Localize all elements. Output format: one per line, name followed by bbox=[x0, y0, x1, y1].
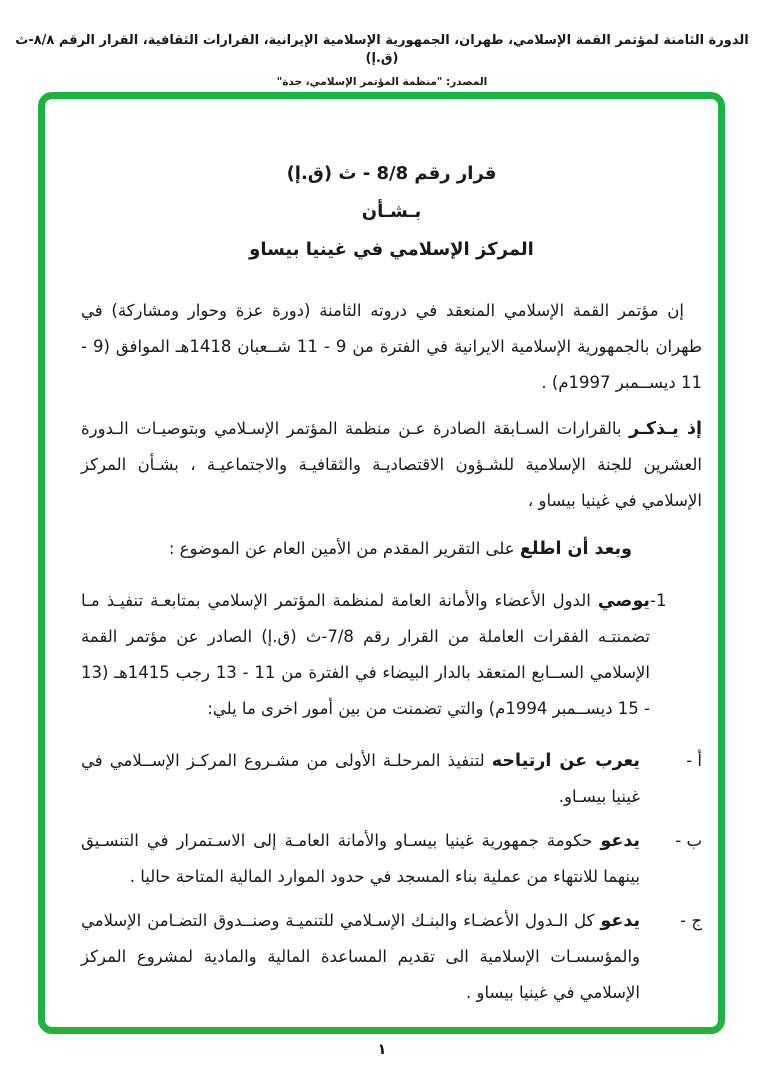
sub-item-c bbox=[81, 903, 702, 1011]
item-marker: -1 bbox=[650, 591, 667, 610]
item-lead: يدعو bbox=[600, 911, 641, 931]
paragraph-text: إن مؤتمر القمة الإسلامي المنعقد في دروته الثامنة (دورة عزة وحوار ومشاركة) في طهران بالجمهورية الإسلامية الايرانية في الفترة من 9 - 11 شــعبان 1418هـ الموافق (9 - 11 ديســمبر 1997م) . bbox=[81, 301, 702, 392]
item-lead: يوصي bbox=[597, 591, 651, 611]
sub-item-a bbox=[81, 743, 702, 815]
preamble-paragraph bbox=[81, 531, 702, 567]
item-marker: ج - bbox=[680, 911, 702, 930]
item-lead: يعرب عن ارتياحه bbox=[491, 751, 640, 771]
item-body: لتنفيذ المرحلـة الأولى من مشـروع المركـز الإســلامي في غينيا بيسـاو. bbox=[81, 751, 640, 806]
item-body: الدول الأعضاء والأمانة العامة لمنظمة المؤتمر الإسلامي بمتابعـة تنفيـذ مـا تضمنتـه الفقرات العاملة من القرار رقم 7/8-ث (ق.إ) الصادر عن مؤتمر القمة الإسلامي الســابع المنعقد بالدار البيضاء في الفترة من 11 - 13 رجب 1415هـ (13 - 15 ديســمبر 1994م) والتي تضمنت من بين أمور اخرى ما يلي: bbox=[81, 591, 651, 718]
item-text bbox=[81, 583, 650, 727]
paragraph-lead: إذ يـذكـر bbox=[628, 419, 702, 439]
item-text bbox=[81, 743, 640, 815]
resolution-frame bbox=[38, 92, 725, 1034]
header-source-line: المصدر: "منظمة المؤتمر الإسلامي، جدة" bbox=[276, 76, 488, 88]
resolution-body bbox=[81, 293, 702, 1011]
sub-item-b bbox=[81, 823, 702, 895]
resolution-regarding-word: بـشـأن bbox=[361, 201, 422, 222]
preamble-paragraph bbox=[81, 411, 702, 519]
header-session-line: الدورة الثامنة لمؤتمر القمة الإسلامي، طهران، الجمهورية الإسلامية الإيرانية، القرارات الثقافية، القرار الرقم ٨/٨-ث (ق.إ) bbox=[15, 33, 749, 66]
item-body: حكومة جمهورية غينيا بيسـاو والأمانة العامـة إلى الاسـتمرار في التنسـيق بينهما للانتهاء من عملية بناء المسجد في حدود الموارد المالية المتاحة حاليا . bbox=[81, 831, 640, 886]
resolution-number-title: قرار رقم 8/8 - ث (ق.إ) bbox=[286, 163, 497, 184]
item-body: كل الـدول الأعضـاء والبنـك الإسـلامي للتنميـة وصنــدوق التضـامن الإسلامي والمؤسسـات الإسلامية الى تقديم المساعدة المالية والمادية لمشروع المركز الإسلامي في غينيا بيساو . bbox=[81, 911, 640, 1002]
resolution-content bbox=[45, 99, 718, 1027]
resolution-title-block bbox=[81, 161, 702, 263]
item-lead: يدعو bbox=[600, 831, 640, 851]
item-text bbox=[81, 903, 640, 1011]
paragraph-text: بالقرارات السـابقة الصادرة عـن منظمة المؤتمر الإسـلامي وبتوصيـات الـدورة العشرين للجنة الإسلامية للشـؤون الاقتصاديـة والثقافيـة والاجتماعيـة ، بشـأن المركز الإسلامي في غينيا بيساو ، bbox=[81, 419, 702, 510]
paragraph-lead: وبعد أن اطلع bbox=[519, 539, 632, 559]
paragraph-text: على التقرير المقدم من الأمين العام عن الموضوع : bbox=[168, 539, 515, 558]
document-header bbox=[0, 32, 764, 88]
page-number: ١ bbox=[377, 1040, 387, 1058]
operative-item bbox=[81, 583, 702, 727]
item-marker: أ - bbox=[686, 751, 702, 770]
preamble-paragraph bbox=[81, 293, 702, 401]
item-marker: ب - bbox=[675, 831, 702, 850]
item-text bbox=[81, 823, 640, 895]
resolution-subject-title: المركز الإسلامي في غينيا بيساو bbox=[249, 239, 534, 260]
